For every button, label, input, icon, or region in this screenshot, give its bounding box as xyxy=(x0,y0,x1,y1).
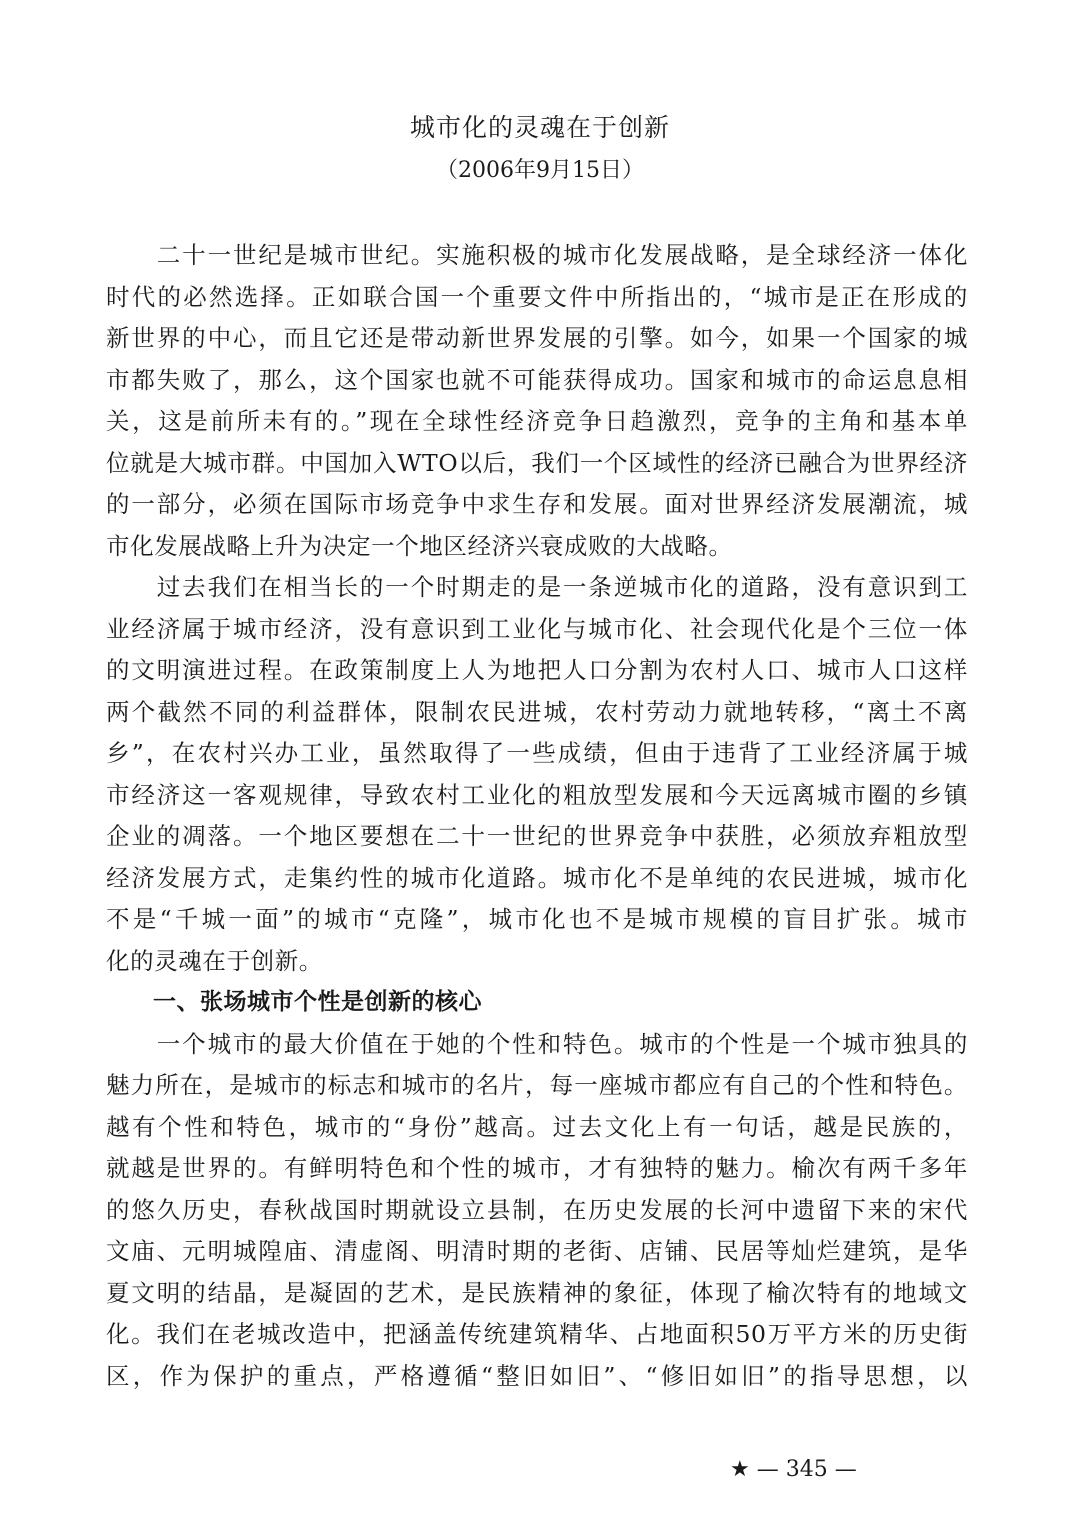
page-footer xyxy=(730,1453,857,1487)
text-line: 业经济属于城市经济，没有意识到工业化与城市化、社会现代化是个三位一体 xyxy=(106,615,968,643)
text-line: 的一部分，必须在国际市场竞争中求生存和发展。面对世界经济发展潮流，城 xyxy=(106,490,968,518)
star-icon: ★ xyxy=(730,1457,750,1482)
text-line: 文庙、元明城隍庙、清虚阁、明清时期的老街、店铺、民居等灿烂建筑，是华 xyxy=(106,1237,968,1265)
text-line: 不是“千城一面”的城市“克隆”，城市化也不是城市规模的盲目扩张。城市 xyxy=(106,905,968,933)
section-heading: 一、张场城市个性是创新的核心 xyxy=(106,989,482,1015)
document-title: 城市化的灵魂在于创新 xyxy=(409,113,670,142)
text-line: 区，作为保护的重点，严格遵循“整旧如旧”、“修旧如旧”的指导思想，以 xyxy=(106,1362,968,1390)
text-line: 两个截然不同的利益群体，限制农民进城，农村劳动力就地转移，“离土不离 xyxy=(106,698,968,726)
text-line: 市都失败了，那么，这个国家也就不可能获得成功。国家和城市的命运息息相 xyxy=(106,366,968,394)
text-line: 就越是世界的。有鲜明特色和个性的城市，才有独特的魅力。榆次有两千多年 xyxy=(106,1154,968,1182)
text-line: 的悠久历史，春秋战国时期就设立县制，在历史发展的长河中遗留下来的宋代 xyxy=(106,1196,968,1224)
text-line: 时代的必然选择。正如联合国一个重要文件中所指出的，“城市是正在形成的 xyxy=(106,283,968,311)
text-line: 一个城市的最大价值在于她的个性和特色。城市的个性是一个城市独具的 xyxy=(106,1030,968,1058)
text-line: 的文明演进过程。在政策制度上人为地把人口分割为农村人口、城市人口这样 xyxy=(106,656,968,684)
text-line: 企业的凋落。一个地区要想在二十一世纪的世界竞争中获胜，必须放弃粗放型 xyxy=(106,822,968,850)
text-line: 市化发展战略上升为决定一个地区经济兴衰成败的大战略。 xyxy=(106,532,733,560)
text-line: 化。我们在老城改造中，把涵盖传统建筑精华、占地面积50万平方米的历史街 xyxy=(106,1320,968,1348)
text-line: 越有个性和特色，城市的“身份”越高。过去文化上有一句话，越是民族的， xyxy=(106,1113,968,1141)
text-line: 市经济这一客观规律，导致农村工业化的粗放型发展和今天远离城市圈的乡镇 xyxy=(106,781,968,809)
footer-dash-right: — xyxy=(834,1457,857,1482)
text-line: 关，这是前所未有的。”现在全球性经济竞争日趋激烈，竞争的主角和基本单 xyxy=(106,407,968,435)
text-line: 化的灵魂在于创新。 xyxy=(106,947,323,975)
text-line: 夏文明的结晶，是凝固的艺术，是民族精神的象征，体现了榆次特有的地域文 xyxy=(106,1279,968,1307)
text-line: 魅力所在，是城市的标志和城市的名片，每一座城市都应有自己的个性和特色。 xyxy=(106,1071,968,1099)
page-number: 345 xyxy=(785,1457,828,1482)
text-line: 位就是大城市群。中国加入WTO以后，我们一个区域性的经济已融合为世界经济 xyxy=(106,449,968,477)
text-line: 乡”，在农村兴办工业，虽然取得了一些成绩，但由于违背了工业经济属于城 xyxy=(106,739,968,767)
text-line: 新世界的中心，而且它还是带动新世界发展的引擎。如今，如果一个国家的城 xyxy=(106,324,968,352)
text-line: 二十一世纪是城市世纪。实施积极的城市化发展战略，是全球经济一体化 xyxy=(106,241,968,269)
footer-dash-left: — xyxy=(756,1457,779,1482)
text-line: 经济发展方式，走集约性的城市化道路。城市化不是单纯的农民进城，城市化 xyxy=(106,864,968,892)
document-date: （2006年9月15日） xyxy=(436,158,644,183)
text-line: 过去我们在相当长的一个时期走的是一条逆城市化的道路，没有意识到工 xyxy=(106,573,968,601)
